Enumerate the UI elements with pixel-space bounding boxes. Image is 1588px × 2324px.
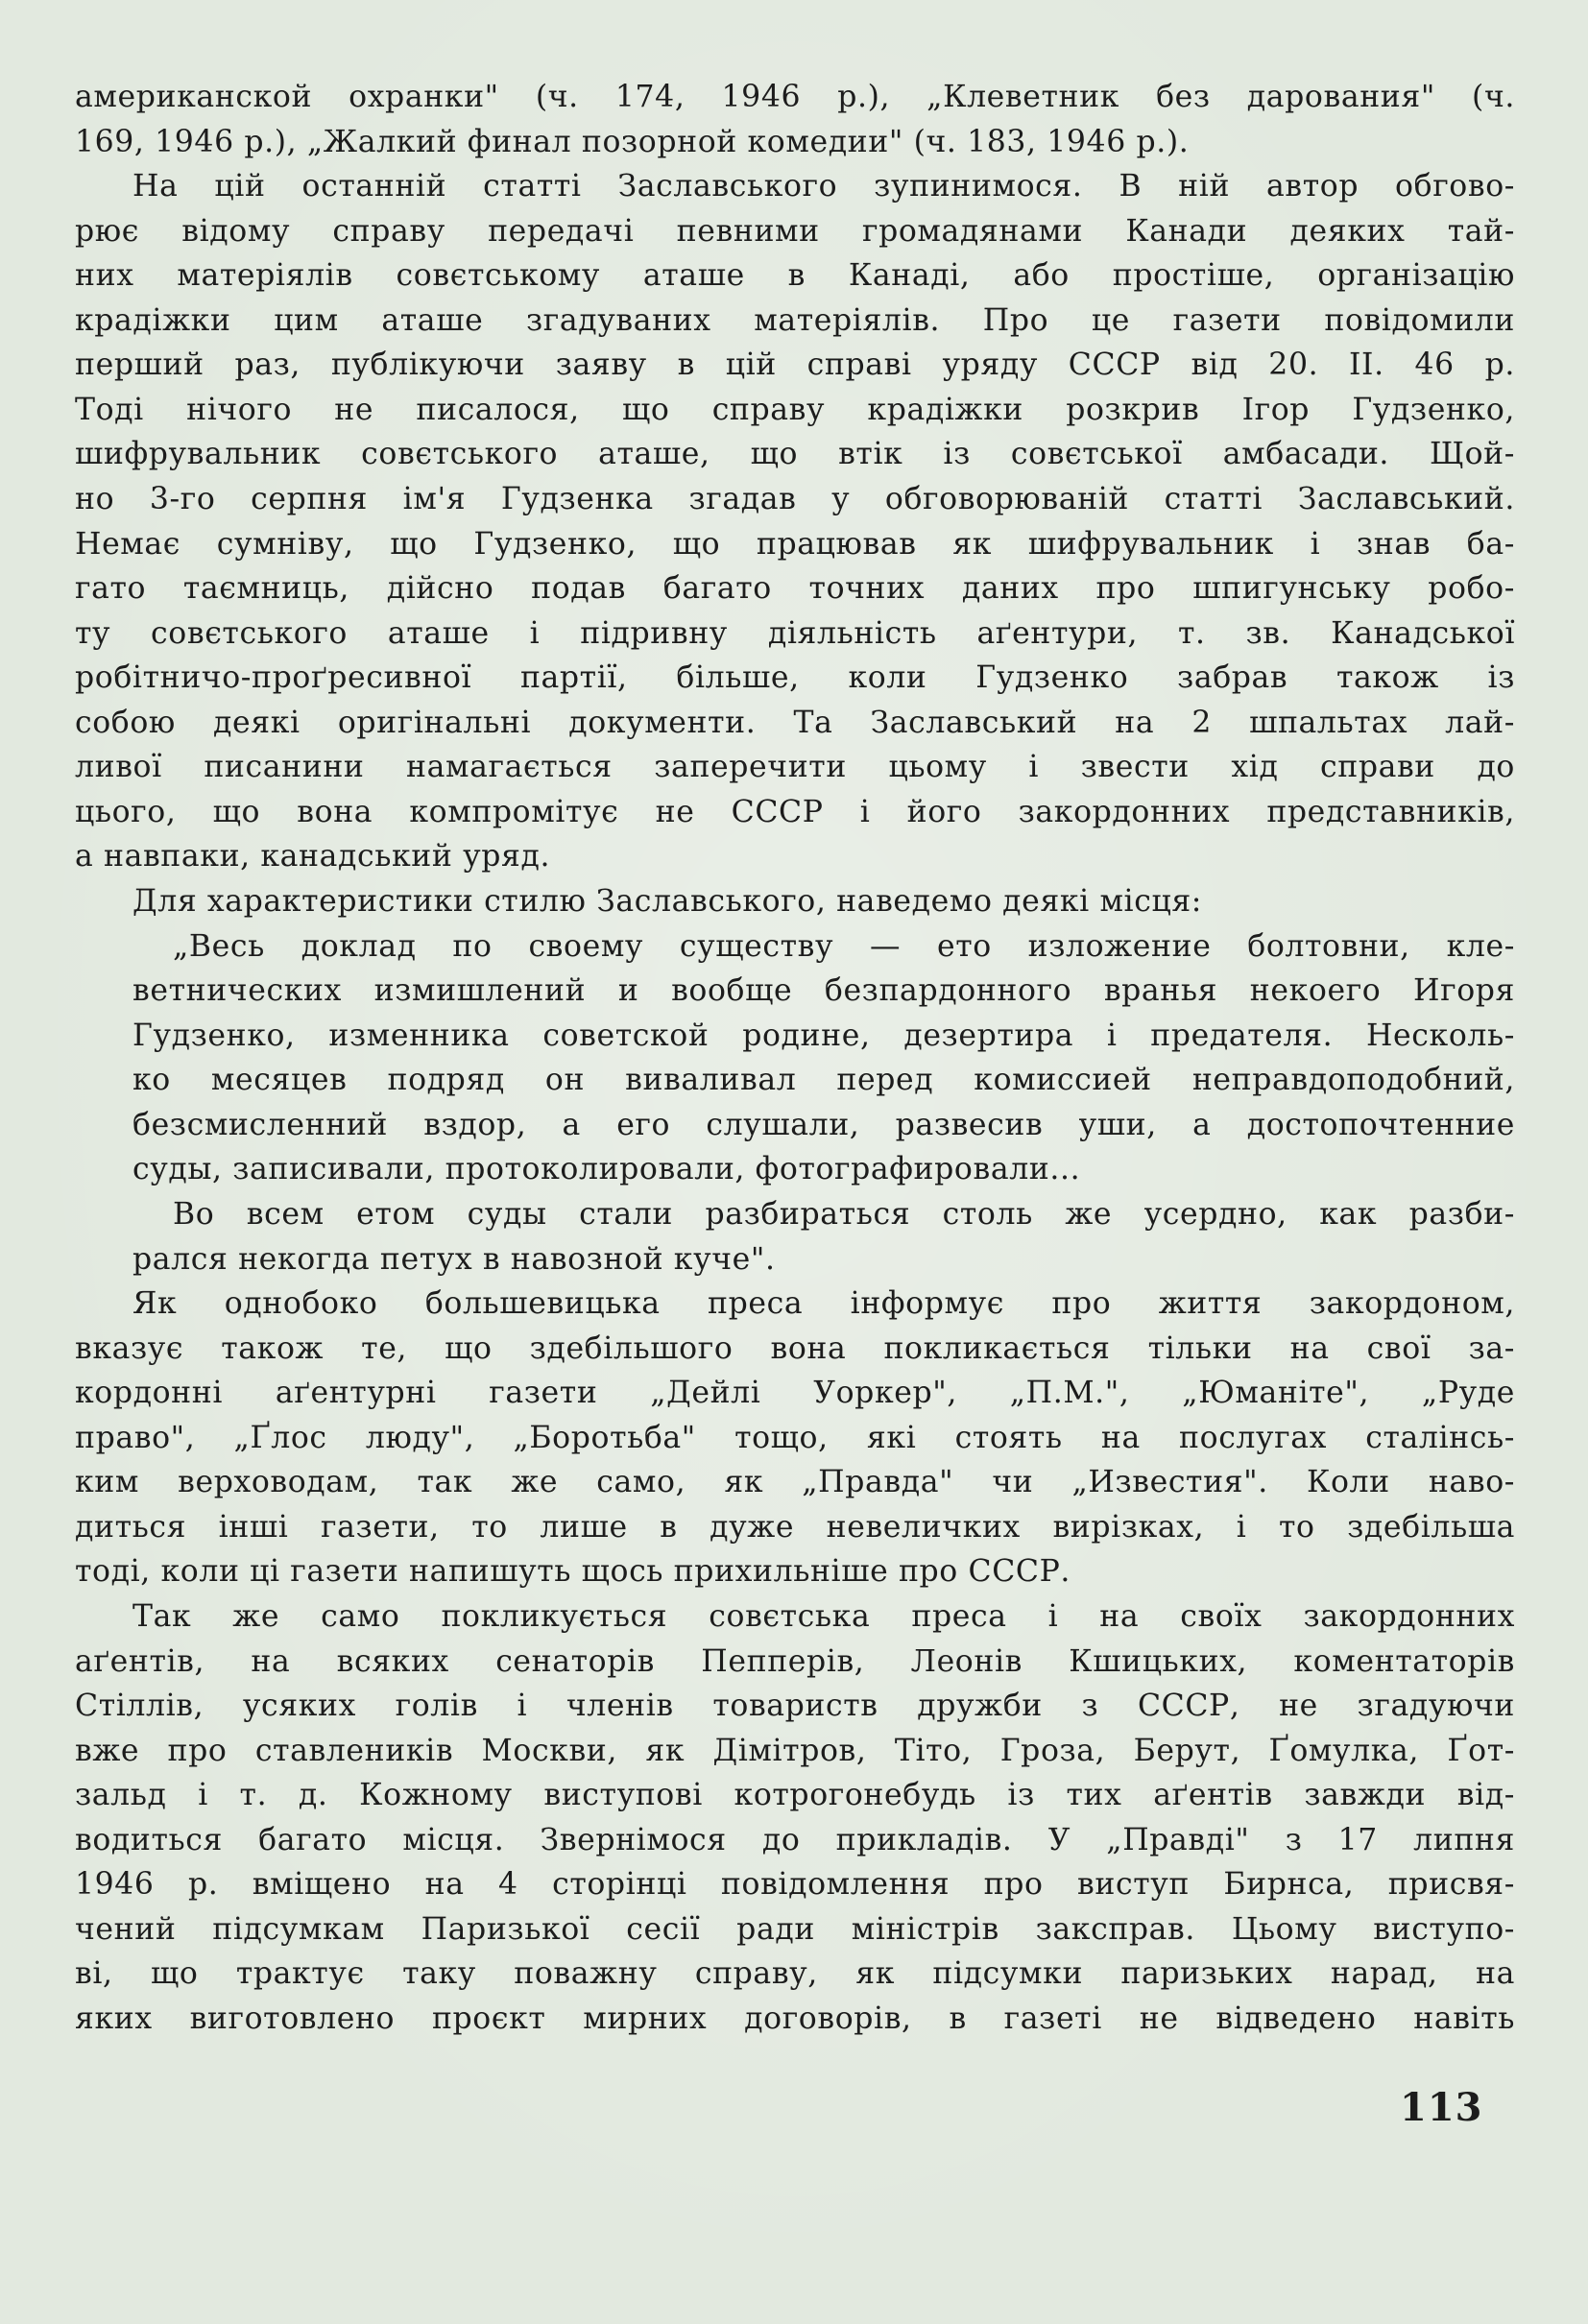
text-line: американской охранки" (ч. 174, 1946 р.), „Клеветник без дарования" (ч. [75, 80, 1515, 114]
text-line: ветнических измишлений и вообще безпардонного вранья некоего Игоря [132, 973, 1515, 1009]
text-line: 169, 1946 р.), „Жалкий финал позорной комедии" (ч. 183, 1946 р.). [75, 124, 1190, 159]
text-line: право", „Ґлос люду", „Боротьба" тощо, які стоять на послугах сталінсь- [75, 1420, 1515, 1455]
text-line: тоді, коли ці газети напишуть щось прихильніше про СССР. [75, 1554, 1071, 1590]
text-line: Так же само покликується совєтська преса і на своїх закордонних [132, 1598, 1515, 1634]
text-line: „Весь доклад по своему существу — ето изложение болтовни, кле- [173, 928, 1515, 964]
text-line: безсмисленний вздор, а его слушали, развесив уши, а достопочтенние [132, 1107, 1515, 1142]
text-line: 1946 р. вміщено на 4 сторінці повідомлення про виступ Бирнса, присвя- [75, 1867, 1515, 1903]
text-line: ко месяцев подряд он виваливал перед комиссией неправдоподобний, [132, 1063, 1515, 1098]
text-line: кордонні аґентурні газети „Дейлі Уоркер", „П.М.", „Юманіте", „Руде [75, 1376, 1515, 1411]
text-line: зальд і т. д. Кожному виступові котрогонебудь із тих аґентів завжди від- [75, 1778, 1515, 1813]
text-line: яких виготовлено проєкт мирних договорів, в газеті не відведено навіть [75, 2001, 1515, 2036]
text-line: ві, що трактує таку поважну справу, як підсумки паризьких нарад, на [75, 1956, 1515, 1992]
text-line: диться інші газети, то лише в дуже невеличких вирізках, і то здебільша [75, 1509, 1515, 1545]
text-line: аґентів, на всяких сенаторів Пепперів, Леонів Кшицьких, коментаторів [75, 1643, 1515, 1679]
text-line: ким верховодам, так же само, як „Правда" чи „Известия". Коли наво- [75, 1465, 1515, 1500]
text-line: цього, що вона компромітує не СССР і його закордонних представників, [75, 794, 1515, 829]
text-line: рює відому справу передачі певними громадянами Канади деяких тай- [75, 213, 1515, 249]
text-line: Тоді нічого не писалося, що справу крадіжки розкрив Ігор Гудзенко, [75, 392, 1515, 427]
text-line: ту совєтського аташе і підривну діяльність аґентури, т. зв. Канадської [75, 615, 1515, 651]
text-line: собою деякі оригінальні документи. Та Заславський на 2 шпальтах лай- [75, 705, 1515, 740]
text-line: Во всем етом суды стали разбираться столь же усердно, как разби- [173, 1196, 1515, 1232]
text-line: На цій останній статті Заславського зупинимося. В ній автор обгово- [132, 169, 1515, 204]
text-line: крадіжки цим аташе згадуваних матеріялів. Про це газети повідомили [75, 302, 1515, 338]
text-line: ливої писанини намагається заперечити цьому і звести хід справи до [75, 750, 1515, 785]
text-line: водиться багато місця. Звернімося до прикладів. У „Правді" з 17 липня [75, 1822, 1515, 1857]
text-line: гато таємниць, дійсно подав багато точних даних про шпигунську робо- [75, 571, 1515, 607]
text-line: Немає сумніву, що Гудзенко, що працював як шифрувальник і знав ба- [75, 526, 1515, 562]
text-line: Для характеристики стилю Заславського, наведемо деякі місця: [132, 884, 1202, 920]
page-number: 113 [1400, 2085, 1483, 2130]
text-line: Гудзенко, изменника советской родине, дезертира і предателя. Несколь- [132, 1018, 1515, 1053]
text-line: робітничо-проґресивної партії, більше, коли Гудзенко забрав також із [75, 660, 1515, 696]
text-line: шифрувальник совєтського аташе, що втік із совєтської амбасади. Щой- [75, 437, 1515, 472]
text-line: рался некогда петух в навозной куче". [132, 1241, 776, 1277]
text-line: а навпаки, канадський уряд. [75, 839, 551, 874]
text-line: но 3-го серпня ім'я Гудзенка згадав у обговорюваній статті Заславський. [75, 482, 1515, 517]
text-line: вказує також те, що здебільшого вона покликається тільки на свої за- [75, 1330, 1515, 1366]
text-line: Стіллів, усяких голів і членів товариств дружби з СССР, не згадуючи [75, 1689, 1515, 1724]
text-line: суды, записивали, протоколировали, фотографировали... [132, 1152, 1081, 1187]
text-line: них матеріялів совєтському аташе в Канаді, або простіше, організацію [75, 258, 1515, 294]
text-line: перший раз, публікуючи заяву в цій справі уряду СССР від 20. II. 46 р. [75, 347, 1515, 383]
text-line: Як однобоко большевицька преса інформує про життя закордоном, [132, 1286, 1515, 1322]
text-line: вже про ставлеників Москви, як Дімітров, Тіто, Гроза, Берут, Ґомулка, Ґот- [75, 1733, 1515, 1768]
text-line: чений підсумкам Паризької сесії ради міністрів заксправ. Цьому виступо- [75, 1911, 1515, 1947]
